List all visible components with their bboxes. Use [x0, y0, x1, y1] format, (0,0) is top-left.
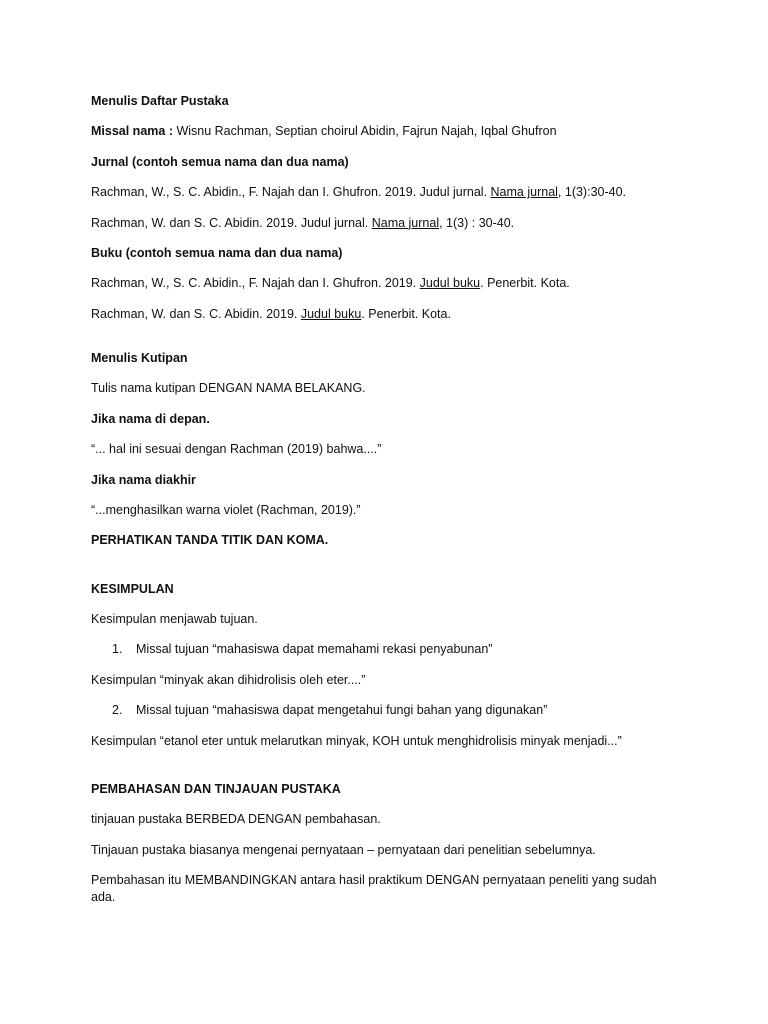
- pembahasan-line-1: [91, 811, 681, 828]
- pembahasan-line-2: Tinjauan pustaka biasanya mengenai pernyataan – pernyataan dari penelitian sebelumnya.: [91, 842, 596, 857]
- blank-line: [91, 563, 681, 581]
- emphasis-text: BERBEDA DENGAN: [185, 812, 302, 827]
- jurnal-example-1: [91, 184, 681, 201]
- list-item: [91, 702, 681, 719]
- kutipan-note: PERHATIKAN TANDA TITIK DAN KOMA.: [91, 533, 329, 548]
- blank-line: [91, 763, 681, 781]
- citation-text: Rachman, W. dan S. C. Abidin. 2019.: [91, 306, 301, 321]
- missal-nama-line: [91, 123, 681, 140]
- nama-di-depan-heading: Jika nama di depan.: [91, 411, 210, 426]
- buku-heading: Buku (contoh semua nama dan dua nama): [91, 245, 343, 260]
- nama-diakhir-example: “...menghasilkan warna violet (Rachman, 2019).”: [91, 502, 361, 517]
- citation-text: , 1(3) : 30-40.: [439, 215, 515, 230]
- citation-text: , 1(3):30-40.: [557, 185, 627, 200]
- jurnal-heading: Jurnal (contoh semua nama dan dua nama): [91, 154, 349, 169]
- kesimpulan-example: Kesimpulan “etanol eter untuk melarutkan minyak, KOH untuk menghidrolisis minyak menjadi...”: [91, 733, 622, 748]
- section-heading-daftar-pustaka: Menulis Daftar Pustaka: [91, 94, 229, 108]
- book-title-underlined: Judul buku: [419, 276, 481, 291]
- journal-name-underlined: Nama jurnal: [371, 215, 440, 230]
- buku-example-2: [91, 306, 681, 323]
- jurnal-example-2: [91, 215, 681, 232]
- nama-di-depan-example: “... hal ini sesuai dengan Rachman (2019) bahwa....”: [91, 442, 382, 457]
- document-body: [91, 93, 681, 919]
- citation-text: Rachman, W., S. C. Abidin., F. Najah dan I. Ghufron. 2019.: [91, 276, 420, 291]
- section-heading-pembahasan: PEMBAHASAN DAN TINJAUAN PUSTAKA: [91, 781, 341, 796]
- blank-line: [91, 336, 681, 350]
- kesimpulan-intro: Kesimpulan menjawab tujuan.: [91, 612, 258, 626]
- citation-text: . Penerbit. Kota.: [480, 276, 570, 291]
- list-number: 1.: [112, 642, 123, 657]
- citation-text: Rachman, W. dan S. C. Abidin. 2019. Judul jurnal.: [91, 215, 372, 230]
- citation-text: . Penerbit. Kota.: [361, 306, 451, 321]
- list-item-text: Missal tujuan “mahasiswa dapat mengetahui fungi bahan yang digunakan”: [136, 703, 548, 718]
- kutipan-rule: Tulis nama kutipan DENGAN NAMA BELAKANG.: [91, 381, 366, 396]
- book-title-underlined: Judul buku: [300, 306, 362, 321]
- missal-nama-value: Wisnu Rachman, Septian choirul Abidin, Fajrun Najah, Iqbal Ghufron: [172, 124, 557, 139]
- list-item-text: Missal tujuan “mahasiswa dapat memahami rekasi penyabunan”: [136, 642, 493, 657]
- paragraph-text: pembahasan.: [301, 812, 381, 827]
- kesimpulan-example: Kesimpulan “minyak akan dihidrolisis oleh eter....”: [91, 672, 366, 687]
- section-heading-kesimpulan: KESIMPULAN: [91, 581, 174, 596]
- citation-text: Rachman, W., S. C. Abidin., F. Najah dan I. Ghufron. 2019. Judul jurnal.: [91, 185, 491, 200]
- section-heading-kutipan: Menulis Kutipan: [91, 351, 188, 365]
- missal-nama-label: Missal nama :: [91, 124, 173, 139]
- list-item: [91, 641, 681, 658]
- paragraph-text: tinjauan pustaka: [91, 812, 186, 827]
- nama-diakhir-heading: Jika nama diakhir: [91, 472, 196, 487]
- list-number: 2.: [112, 703, 123, 718]
- buku-example-1: [91, 275, 681, 292]
- pembahasan-line-3: Pembahasan itu MEMBANDINGKAN antara hasil praktikum DENGAN pernyataan peneliti yang sudah ada.: [91, 873, 657, 904]
- journal-name-underlined: Nama jurnal: [490, 185, 558, 200]
